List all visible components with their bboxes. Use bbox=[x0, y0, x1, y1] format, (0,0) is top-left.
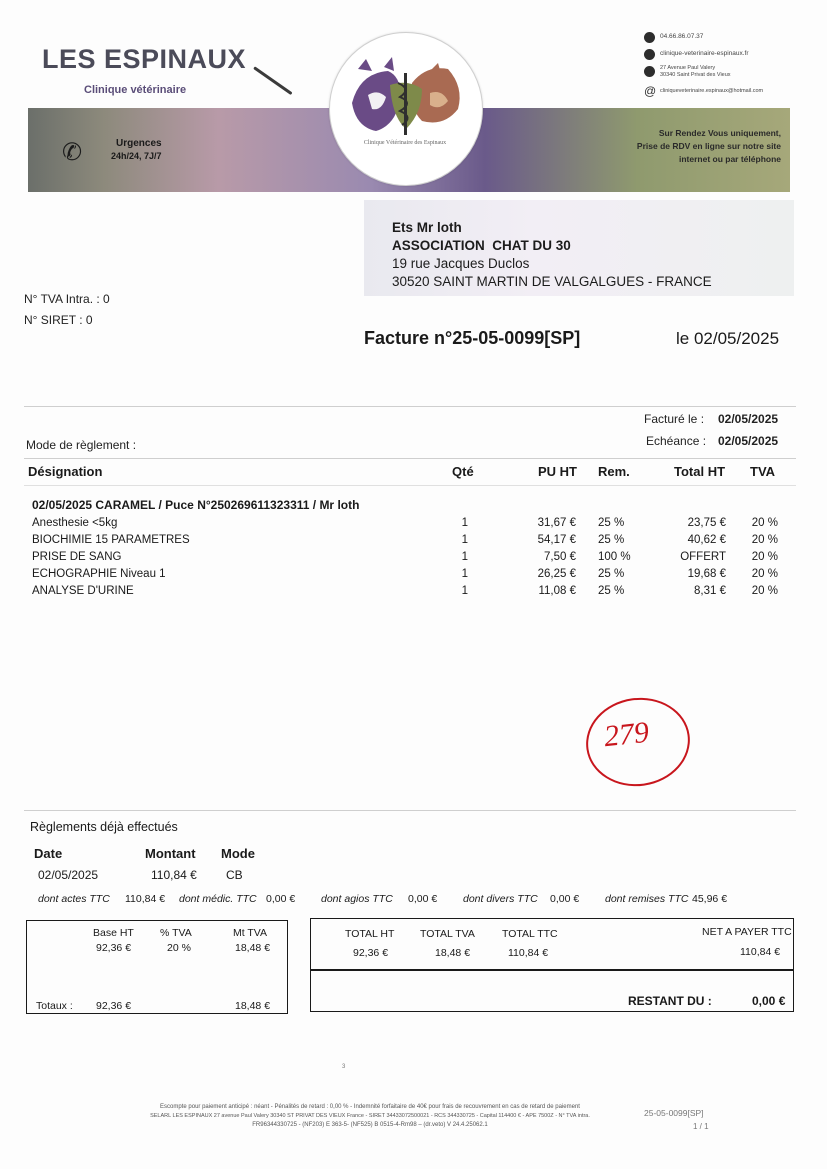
medic-value: 0,00 € bbox=[266, 893, 296, 905]
clinic-address-1: 27 Avenue Paul Valery bbox=[660, 65, 716, 71]
cell-total: 8,31 € bbox=[694, 585, 726, 597]
divers-value: 0,00 € bbox=[550, 893, 580, 905]
recipient-line-1: Ets Mr loth bbox=[392, 220, 462, 235]
pay-h-mode: Mode bbox=[221, 846, 255, 861]
tva-h-mt: Mt TVA bbox=[233, 927, 268, 939]
cell-qte: 1 bbox=[461, 568, 468, 580]
footer-ref: 25-05-0099[SP] bbox=[644, 1108, 704, 1118]
cell-designation: ANALYSE D'URINE bbox=[32, 585, 134, 597]
col-qte: Qté bbox=[452, 464, 474, 479]
actes-value: 110,84 € bbox=[125, 893, 166, 905]
footer-line-3: FR96344330725 - (NF203) E 363-5- (NF525) B 0515-4-Rm98 – (dr.veto) V 24.4.25062.1 bbox=[252, 1122, 488, 1128]
cell-qte: 1 bbox=[461, 517, 468, 529]
tva-base: 92,36 € bbox=[96, 942, 132, 954]
tot-h-tva: TOTAL TVA bbox=[420, 928, 475, 940]
cell-tva: 20 % bbox=[751, 585, 778, 597]
clinic-address-2: 30340 Saint Privat des Vieux bbox=[660, 72, 731, 78]
cell-total: OFFERT bbox=[680, 551, 726, 563]
table-row bbox=[0, 551, 827, 568]
invoice-title: Facture n°25-05-0099[SP] bbox=[364, 328, 581, 348]
pay-date: 02/05/2025 bbox=[38, 868, 99, 882]
pay-h-montant: Montant bbox=[145, 846, 196, 861]
cell-qte: 1 bbox=[461, 551, 468, 563]
tot-ht: 92,36 € bbox=[353, 947, 389, 959]
cell-tva: 20 % bbox=[751, 534, 778, 546]
table-row bbox=[0, 585, 827, 602]
phone-icon: ✆ bbox=[62, 139, 83, 166]
totals-divider bbox=[311, 969, 793, 971]
cell-rem: 25 % bbox=[598, 568, 625, 580]
recipient-line-3: 19 rue Jacques Duclos bbox=[392, 256, 530, 271]
pay-h-date: Date bbox=[34, 846, 63, 861]
col-pu: PU HT bbox=[538, 464, 577, 479]
table-row bbox=[0, 568, 827, 585]
phone-small-icon bbox=[644, 32, 655, 43]
cell-pu: 31,67 € bbox=[537, 517, 576, 529]
clinic-email: cliniqueveterinaire.espinaux@hotmail.com bbox=[660, 88, 764, 94]
footer-line-2: SELARL LES ESPINAUX 27 avenue Paul Valery 30340 ST PRIVAT DES VIEUX France - SIRET 34433072500021 - RCS 344330725 - Capital 114400 € - APE 7500Z - N° TVA intra. bbox=[150, 1113, 590, 1119]
echeance-value: 02/05/2025 bbox=[718, 434, 779, 448]
mode-reglement: Mode de règlement : bbox=[26, 438, 137, 452]
table-row bbox=[0, 534, 827, 551]
pay-mode: CB bbox=[226, 868, 243, 882]
tva-mt: 18,48 € bbox=[235, 942, 271, 954]
col-designation: Désignation bbox=[28, 464, 103, 479]
tot-tva: 18,48 € bbox=[435, 947, 471, 959]
rdv-line-3: internet ou par téléphone bbox=[678, 154, 781, 164]
cell-qte: 1 bbox=[461, 585, 468, 597]
restant-value: 0,00 € bbox=[752, 994, 786, 1008]
facture-value: 02/05/2025 bbox=[718, 412, 779, 426]
siret: N° SIRET : 0 bbox=[24, 313, 93, 327]
table-top-rule bbox=[24, 458, 796, 459]
cell-total: 40,62 € bbox=[687, 534, 726, 546]
table-header-rule bbox=[24, 485, 796, 486]
consultation-group: 02/05/2025 CARAMEL / Puce N°250269611323311 / Mr loth bbox=[32, 498, 360, 512]
cell-rem: 25 % bbox=[598, 534, 625, 546]
at-icon: @ bbox=[644, 84, 657, 98]
cell-total: 19,68 € bbox=[687, 568, 726, 580]
payments-rule bbox=[24, 810, 796, 811]
cell-designation: BIOCHIMIE 15 PARAMETRES bbox=[32, 534, 190, 546]
urgences-hours: 24h/24, 7J/7 bbox=[111, 151, 162, 161]
footer-page: 1 / 1 bbox=[693, 1122, 709, 1131]
cell-qte: 1 bbox=[461, 534, 468, 546]
globe-icon bbox=[644, 49, 655, 60]
divers-label: dont divers TTC bbox=[463, 893, 538, 905]
agios-label: dont agios TTC bbox=[321, 893, 393, 905]
clinic-phone: 04.66.86.07.37 bbox=[660, 33, 704, 40]
tot-h-net: NET A PAYER TTC bbox=[702, 926, 792, 938]
cell-tva: 20 % bbox=[751, 551, 778, 563]
cell-pu: 11,08 € bbox=[538, 585, 576, 597]
table-row bbox=[0, 517, 827, 534]
restant-label: RESTANT DU : bbox=[628, 994, 712, 1008]
col-tva: TVA bbox=[750, 464, 776, 479]
payments-title: Règlements déjà effectués bbox=[30, 820, 178, 834]
cell-designation: Anesthesie <5kg bbox=[32, 517, 118, 529]
clinic-logo bbox=[329, 32, 483, 186]
rdv-info bbox=[601, 127, 781, 166]
cell-rem: 100 % bbox=[598, 551, 631, 563]
cell-tva: 20 % bbox=[751, 517, 778, 529]
divider bbox=[24, 406, 796, 407]
actes-label: dont actes TTC bbox=[38, 893, 110, 905]
cell-pu: 54,17 € bbox=[537, 534, 576, 546]
tva-h-base: Base HT bbox=[93, 927, 134, 939]
clinic-subtitle: Clinique vétérinaire bbox=[84, 84, 187, 96]
cell-tva: 20 % bbox=[751, 568, 778, 580]
cell-designation: PRISE DE SANG bbox=[32, 551, 122, 563]
tva-pct: 20 % bbox=[167, 942, 191, 954]
rdv-line-1: Sur Rendez Vous uniquement, bbox=[658, 128, 781, 138]
totaux-label: Totaux : bbox=[36, 1000, 73, 1012]
cell-rem: 25 % bbox=[598, 517, 625, 529]
tot-ttc: 110,84 € bbox=[508, 947, 549, 959]
cell-designation: ECHOGRAPHIE Niveau 1 bbox=[32, 568, 166, 580]
tot-h-ht: TOTAL HT bbox=[345, 928, 395, 940]
col-rem: Rem. bbox=[598, 464, 630, 479]
cell-total: 23,75 € bbox=[687, 517, 726, 529]
cell-rem: 25 % bbox=[598, 585, 625, 597]
clinic-website: clinique-veterinaire-espinaux.fr bbox=[660, 50, 749, 57]
logo-caption: Clinique Vétérinaire des Espinaux bbox=[363, 140, 447, 146]
page-mark: 3 bbox=[342, 1064, 346, 1070]
clinic-name: LES ESPINAUX bbox=[42, 44, 247, 74]
tot-h-ttc: TOTAL TTC bbox=[502, 928, 558, 940]
pay-montant: 110,84 € bbox=[151, 868, 197, 882]
recipient-line-2: ASSOCIATION CHAT DU 30 bbox=[392, 238, 571, 253]
medic-label: dont médic. TTC bbox=[179, 893, 257, 905]
location-icon bbox=[644, 66, 655, 77]
remises-label: dont remises TTC bbox=[605, 893, 689, 905]
stamp-number: 279 bbox=[602, 715, 651, 754]
urgences-label: Urgences bbox=[116, 138, 162, 149]
invoice-date: le 02/05/2025 bbox=[676, 329, 780, 348]
tot-net: 110,84 € bbox=[740, 946, 781, 958]
rdv-line-2: Prise de RDV en ligne sur notre site bbox=[636, 141, 781, 151]
animals-logo-icon bbox=[330, 33, 482, 185]
cell-pu: 7,50 € bbox=[544, 551, 576, 563]
pen-icon bbox=[253, 66, 292, 95]
tva-h-pct: % TVA bbox=[160, 927, 192, 939]
facture-label: Facturé le : bbox=[644, 412, 705, 426]
totaux-base: 92,36 € bbox=[96, 1000, 132, 1012]
col-total: Total HT bbox=[674, 464, 726, 479]
cell-pu: 26,25 € bbox=[537, 568, 576, 580]
footer-line-1: Escompte pour paiement anticipé : néant - Pénalités de retard : 0,00 % - Indemnité forfaitaire de 40€ pour frais de recouvrement en cas de retard de paiement bbox=[160, 1104, 580, 1110]
tva-intra: N° TVA Intra. : 0 bbox=[24, 292, 110, 306]
recipient-line-4: 30520 SAINT MARTIN DE VALGALGUES - FRANCE bbox=[392, 274, 712, 289]
remises-value: 45,96 € bbox=[692, 893, 728, 905]
agios-value: 0,00 € bbox=[408, 893, 438, 905]
echeance-label: Echéance : bbox=[646, 434, 707, 448]
totaux-mt: 18,48 € bbox=[235, 1000, 271, 1012]
